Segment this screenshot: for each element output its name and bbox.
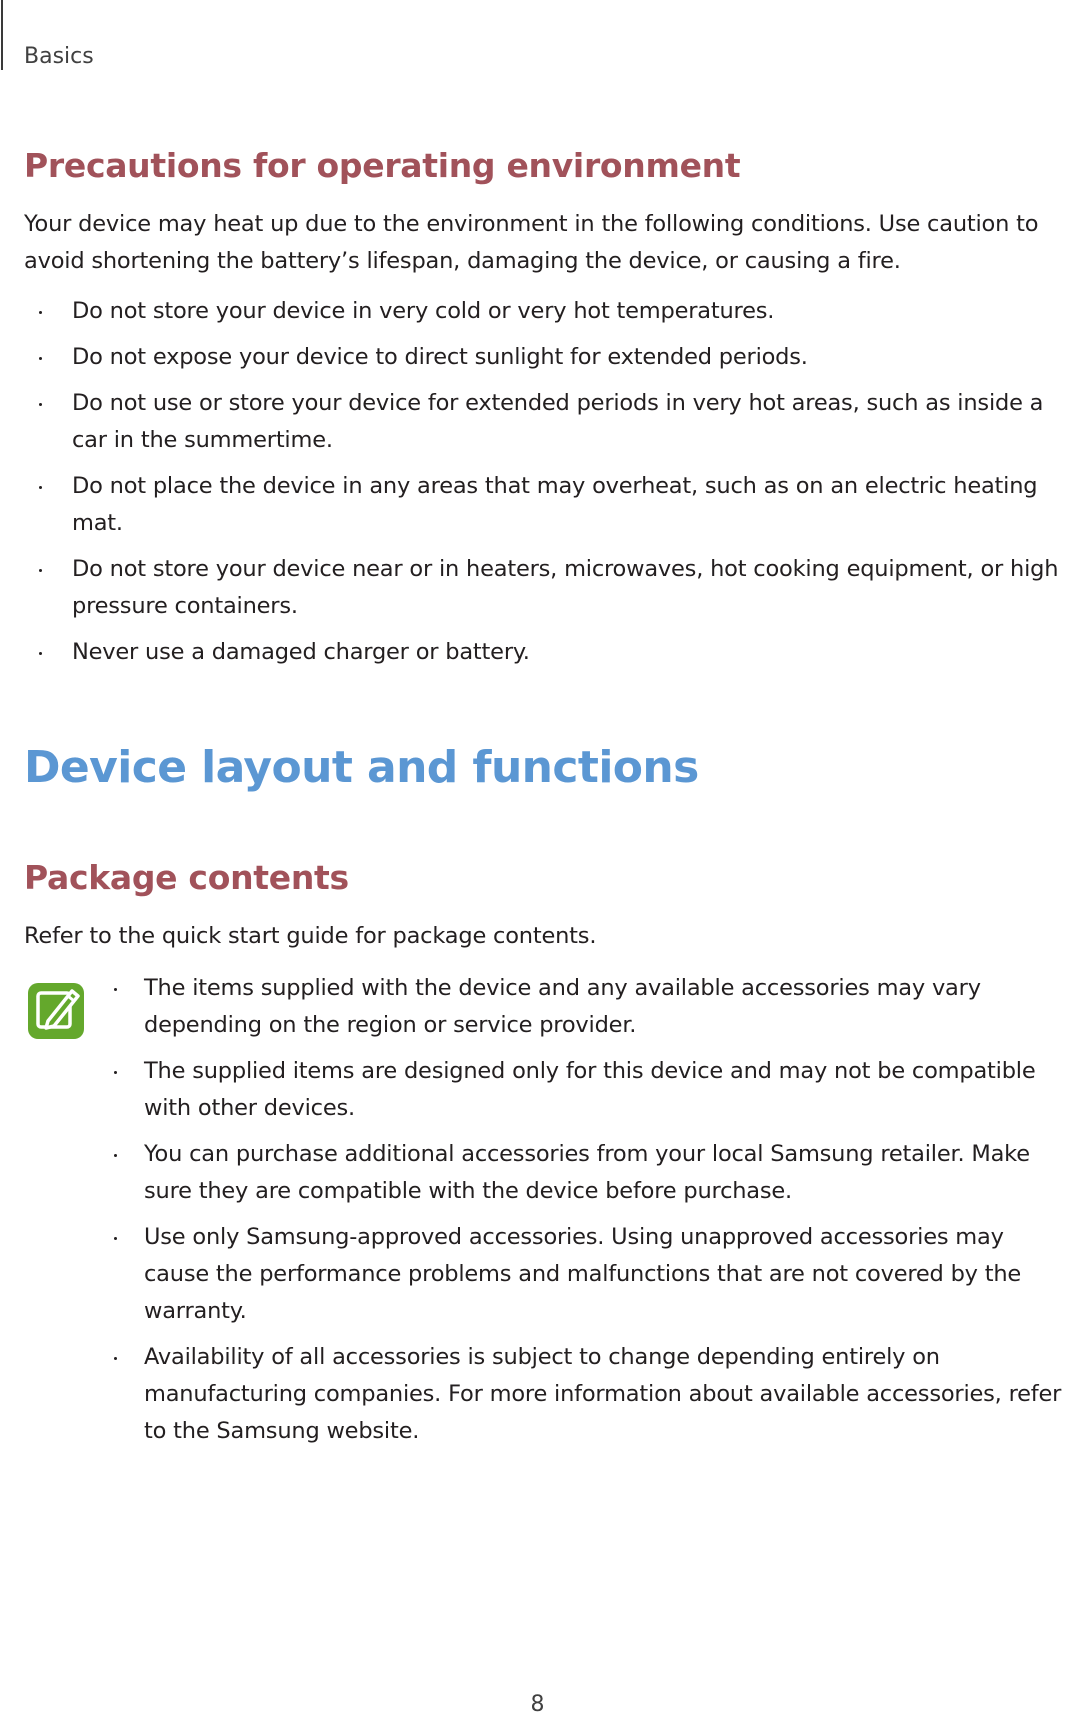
page-number: 8 xyxy=(530,1692,545,1717)
device-layout-heading: Device layout and functions xyxy=(24,742,699,793)
precautions-heading: Precautions for operating environment xyxy=(24,146,741,185)
package-notes-list xyxy=(120,970,1070,1459)
list-item: Do not store your device in very cold or very hot temperatures. xyxy=(24,293,1059,330)
precautions-list xyxy=(24,293,1059,680)
list-item: Availability of all accessories is subject to change depending entirely on manufacturing companies. For more information about available accessories, refer to the Samsung website. xyxy=(120,1339,1070,1450)
margin-rule xyxy=(1,0,3,70)
list-item: Do not place the device in any areas that may overheat, such as on an electric heating mat. xyxy=(24,468,1059,542)
package-contents-heading: Package contents xyxy=(24,858,349,897)
list-item: Never use a damaged charger or battery. xyxy=(24,634,1059,671)
list-item: Do not expose your device to direct sunlight for extended periods. xyxy=(24,339,1059,376)
list-item: You can purchase additional accessories from your local Samsung retailer. Make sure they are compatible with the device before purchase. xyxy=(120,1136,1070,1210)
list-item: Do not store your device near or in heaters, microwaves, hot cooking equipment, or high pressure containers. xyxy=(24,551,1059,625)
package-intro: Refer to the quick start guide for package contents. xyxy=(24,923,597,949)
list-item: Use only Samsung-approved accessories. Using unapproved accessories may cause the performance problems and malfunctions that are not covered by the warranty. xyxy=(120,1219,1070,1330)
list-item: Do not use or store your device for extended periods in very hot areas, such as inside a car in the summertime. xyxy=(24,385,1059,459)
precautions-intro: Your device may heat up due to the environment in the following conditions. Use caution to avoid shortening the battery’s lifespan, damaging the device, or causing a fire. xyxy=(24,211,1039,274)
list-item: The items supplied with the device and any available accessories may vary depending on the region or service provider. xyxy=(120,970,1070,1044)
list-item: The supplied items are designed only for this device and may not be compatible with other devices. xyxy=(120,1053,1070,1127)
note-pencil-icon xyxy=(28,983,84,1039)
running-header: Basics xyxy=(24,44,94,69)
